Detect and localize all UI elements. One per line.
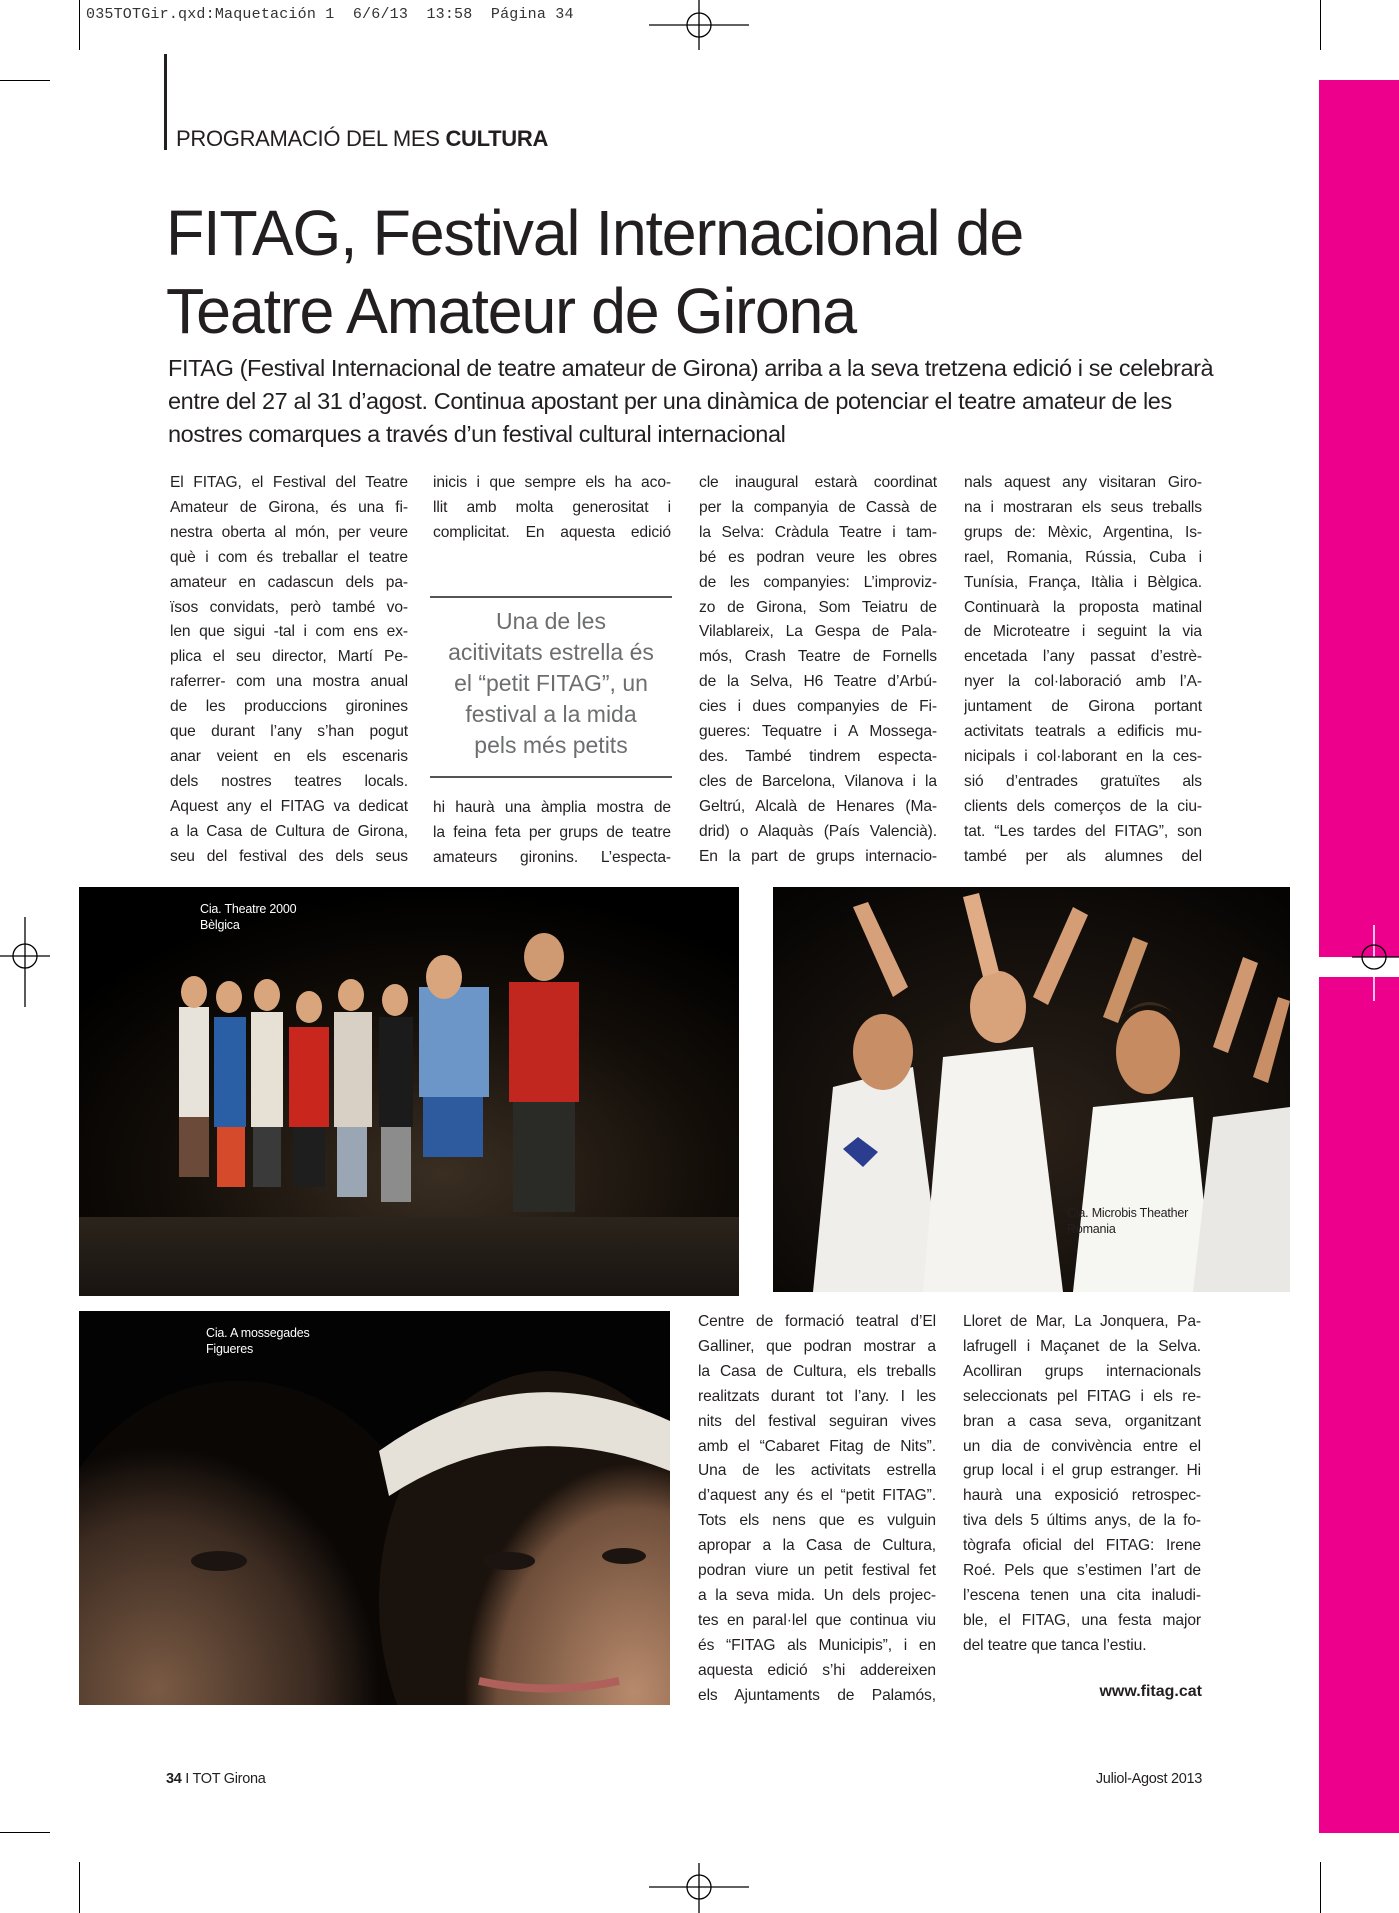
body-text-line: nicipals i col·laborant en la ces-: [964, 747, 1202, 765]
photo-theatre-2000: [79, 887, 739, 1296]
body-text-line: els Ajuntaments de Palamós,: [698, 1686, 936, 1704]
body-text-line: cies i dues companyies de Fi-: [699, 698, 937, 716]
body-text-line: què i com és treballar el teatre: [170, 548, 408, 566]
body-text-line: juntament de Girona portant: [964, 698, 1202, 716]
body-text-line: que durant l’any s’han pogut: [170, 723, 408, 741]
body-text-line: En la part de grups internacio-: [699, 847, 937, 865]
body-text-line: llit amb molta generositat i: [433, 498, 671, 516]
body-text-line: per la companyia de Cassà de: [699, 498, 937, 516]
registration-mark-top-icon: [649, 0, 749, 60]
body-text-line: hi haurà una àmplia mostra de: [433, 799, 671, 816]
body-text-line: la feina feta per grups de teatre: [433, 823, 671, 841]
magenta-edge-bar-bottom: [1319, 977, 1399, 1833]
body-text-line: des. També tindrem especta-: [699, 747, 937, 765]
photo-microbis-theather: [773, 887, 1290, 1292]
pull-quote-rule-top: [430, 596, 672, 598]
publication-name: TOT Girona: [192, 1771, 266, 1787]
article-headline: [166, 194, 1264, 350]
body-text-line: ble, el FITAG, una festa major: [963, 1611, 1201, 1629]
body-text-line: nyer la col·laboració amb l’A-: [964, 673, 1202, 691]
section-category: CULTURA: [445, 126, 549, 151]
body-text-line: la Selva: Cràdula Teatre i tam-: [699, 523, 937, 541]
body-text-line: Acolliran grups internacionals: [963, 1362, 1201, 1380]
pull-quote-line: el “petit FITAG”, un: [454, 670, 648, 696]
body-text-line: complicitat. En aquesta edició: [433, 523, 671, 541]
body-text-line: clients dels comerços de la ciu-: [964, 797, 1202, 815]
body-text-line: nals aquest any visitaran Giro-: [964, 474, 1202, 491]
body-text-line: de Microteatre i seguint la via: [964, 623, 1202, 641]
body-text-line: de les produccions gironines: [170, 698, 408, 716]
body-text-line: grups de: Mèxic, Argentina, Is-: [964, 523, 1202, 541]
body-text-line: Vilablareix, La Gespa de Pala-: [699, 623, 937, 641]
crop-mark: [0, 1832, 50, 1833]
article-lede: FITAG (Festival Internacional de teatre amateur de Girona) arriba a la seva tretzena edició i se celebrarà entre del 27 al 31 d’agost. Continua apostant per una dinàmica de potenciar el teatre amateur de les nostres comarques a través d’un festival cultural internacional: [168, 355, 1214, 447]
body-text-line: raferrer- com una mostra anual: [170, 673, 408, 691]
section-label: [176, 126, 548, 152]
body-column-4: [964, 471, 1202, 870]
body-text-line: gueres: Tequatre i A Mossega-: [699, 723, 937, 741]
body-text-line: na i mostraran els seus treballs: [964, 498, 1202, 516]
photo-caption: [206, 1325, 310, 1357]
crop-mark: [1320, 1862, 1321, 1913]
section-rule: [164, 54, 167, 150]
body-text-line: tat. “Les tardes del FITAG”, son: [964, 822, 1202, 840]
pull-quote-line: acitivitats estrella és: [448, 639, 654, 665]
caption-origin: Bèlgica: [200, 918, 240, 932]
body-text-line: zo de Girona, Som Teiatru de: [699, 598, 937, 616]
body-text-line: plica el seu director, Martí Pe-: [170, 648, 408, 666]
body-text-line: tògrafa oficial del FITAG: Irene: [963, 1537, 1201, 1555]
pull-quote-line: festival a la mida: [465, 701, 637, 727]
body-column-5: [698, 1310, 936, 1709]
body-text-line: a la Casa de Cultura de Girona,: [170, 822, 408, 840]
page-number: 34: [166, 1771, 182, 1787]
registration-mark-left-icon: [0, 907, 75, 1007]
body-text-line: Una de les activitats estrella: [698, 1462, 936, 1480]
body-text-line: ïsos convidats, però també vo-: [170, 598, 408, 616]
headline-line: FITAG, Festival Internacional de: [166, 197, 1024, 269]
caption-company: Cia. Theatre 2000: [200, 902, 297, 916]
body-text-line: grup local i el grup estranger. Hi: [963, 1462, 1201, 1480]
body-text-line: bran a casa seva, organitzant: [963, 1412, 1201, 1430]
photo-caption: [200, 901, 296, 933]
body-text-line: nits del festival seguiran vives: [698, 1412, 936, 1430]
body-text-line: Geltrú, Alcalà de Henares (Ma-: [699, 797, 937, 815]
body-text-line: Tots els nens que es vulguin: [698, 1512, 936, 1530]
caption-company: Cia. A mossegades: [206, 1326, 310, 1340]
body-column-1: [170, 471, 408, 870]
body-text-line: len que sigui -tal i com ens ex-: [170, 623, 408, 641]
body-column-2-top: [433, 471, 671, 546]
body-text-line: seleccionats pel FITAG i els re-: [963, 1387, 1201, 1405]
pull-quote-line: Una de les: [496, 608, 606, 634]
body-text-line: aquesta edició s’hi addereixen: [698, 1661, 936, 1679]
body-text-line: Aquest any el FITAG va dedicat: [170, 797, 408, 815]
body-text-line: amb el “Cabaret Fitag de Nits”.: [698, 1437, 936, 1455]
print-slug: 035TOTGir.qxd:Maquetación 1 6/6/13 13:58 Página 34: [86, 6, 574, 23]
body-text-line: Roé. Pels que s’estimen l’art de: [963, 1562, 1201, 1580]
caption-origin: Figueres: [206, 1342, 254, 1356]
crop-mark: [1320, 0, 1321, 50]
body-text-line: lafrugell i Maçanet de la Selva.: [963, 1337, 1201, 1355]
photo-a-mossegades: [79, 1311, 670, 1705]
body-text-line: mós, Crash Teatre de Fornells: [699, 648, 937, 666]
body-text-line: Centre de formació teatral d’El: [698, 1313, 936, 1330]
body-text-line: de les companyies: L’improviz-: [699, 573, 937, 591]
body-text-line: amateurs gironins. L’especta-: [433, 848, 671, 866]
body-text-line: rael, Romania, Rússia, Cuba i: [964, 548, 1202, 566]
body-text-line: podran viure un petit festival fet: [698, 1562, 936, 1580]
body-text-line: és “FITAG als Municipis”, i en: [698, 1636, 936, 1654]
registration-mark-bottom-icon: [649, 1855, 749, 1913]
body-text-line: cle inaugural estarà coordinat: [699, 474, 937, 491]
body-text-line: Tunísia, França, Itàlia i Bèlgica.: [964, 573, 1202, 591]
website-link[interactable]: www.fitag.cat: [1099, 1683, 1202, 1700]
body-text-line: Galliner, que podran mostrar a: [698, 1337, 936, 1355]
body-text-line: Continuarà la proposta matinal: [964, 598, 1202, 616]
crop-mark: [0, 80, 50, 81]
body-column-2-bottom: [433, 796, 671, 871]
body-text-line: de la Selva, H6 Teatre d’Arbú-: [699, 673, 937, 691]
footer-separator: I: [185, 1771, 189, 1787]
body-text-line: Lloret de Mar, La Jonquera, Pa-: [963, 1313, 1201, 1330]
body-text-line: El FITAG, el Festival del Teatre: [170, 474, 408, 491]
body-text-line: haurà una exposició retrospec-: [963, 1487, 1201, 1505]
body-text-line: l’escena tenen una cita inaludi-: [963, 1586, 1201, 1604]
body-text-line: drid) o Alaquàs (País Valencià).: [699, 822, 937, 840]
pull-quote: [430, 606, 672, 761]
body-column-6: [963, 1310, 1201, 1659]
body-text-line: tes en paral·lel que continua viu: [698, 1611, 936, 1629]
photo-caption: [1067, 1205, 1188, 1237]
body-text-line: sió d’entrades gratuïtes als: [964, 772, 1202, 790]
body-text-line: activitats teatrals a edificis mu-: [964, 723, 1202, 741]
headline-line: Teatre Amateur de Girona: [166, 275, 856, 347]
body-text-line: inicis i que sempre els ha aco-: [433, 474, 671, 491]
body-text-line: amateur en cadascun dels pa-: [170, 573, 408, 591]
caption-company: Cia. Microbis Theather: [1067, 1206, 1189, 1220]
body-text-line: realitzats durant tot l’any. I les: [698, 1387, 936, 1405]
registration-mark-right-icon: [1324, 907, 1399, 1007]
crop-mark: [79, 1862, 80, 1913]
body-text-line: seu del festival des dels seus: [170, 847, 408, 865]
body-text-line: bé es podran veure les obres: [699, 548, 937, 566]
body-text-line: un dia de convivència entre el: [963, 1437, 1201, 1455]
body-text-line: la Casa de Cultura, els treballs: [698, 1362, 936, 1380]
body-text-line: dels nostres teatres locals.: [170, 772, 408, 790]
issue-date: Juliol-Agost 2013: [1095, 1771, 1202, 1787]
body-text-line: tiva dels 5 últims anys, de la fo-: [963, 1512, 1201, 1530]
footer-folio: [166, 1771, 266, 1787]
magenta-edge-bar-top: [1319, 80, 1399, 957]
caption-origin: Romania: [1067, 1222, 1116, 1236]
body-text-line: encetada l’any passat d’estrè-: [964, 648, 1202, 666]
body-text-line: cles de Barcelona, Vilanova i la: [699, 772, 937, 790]
pull-quote-line: pels més petits: [474, 732, 628, 758]
section-prefix: PROGRAMACIÓ DEL MES: [176, 126, 440, 151]
body-text-line: a la seva mida. Un dels projec-: [698, 1586, 936, 1604]
body-column-3: [699, 471, 937, 870]
body-text-line: anar veient en els escenaris: [170, 747, 408, 765]
body-text-line: apropar a la Casa de Cultura,: [698, 1537, 936, 1555]
body-text-line: Amateur de Girona, és una fi-: [170, 498, 408, 516]
pull-quote-rule-bottom: [430, 776, 672, 778]
body-text-line: d’aquest any és el “petit FITAG”.: [698, 1487, 936, 1505]
body-text-line: també per als alumnes del: [964, 847, 1202, 865]
body-text-line: del teatre que tanca l’estiu.: [963, 1636, 1147, 1654]
crop-mark: [79, 0, 80, 50]
body-text-line: nestra oberta al món, per veure: [170, 523, 408, 541]
